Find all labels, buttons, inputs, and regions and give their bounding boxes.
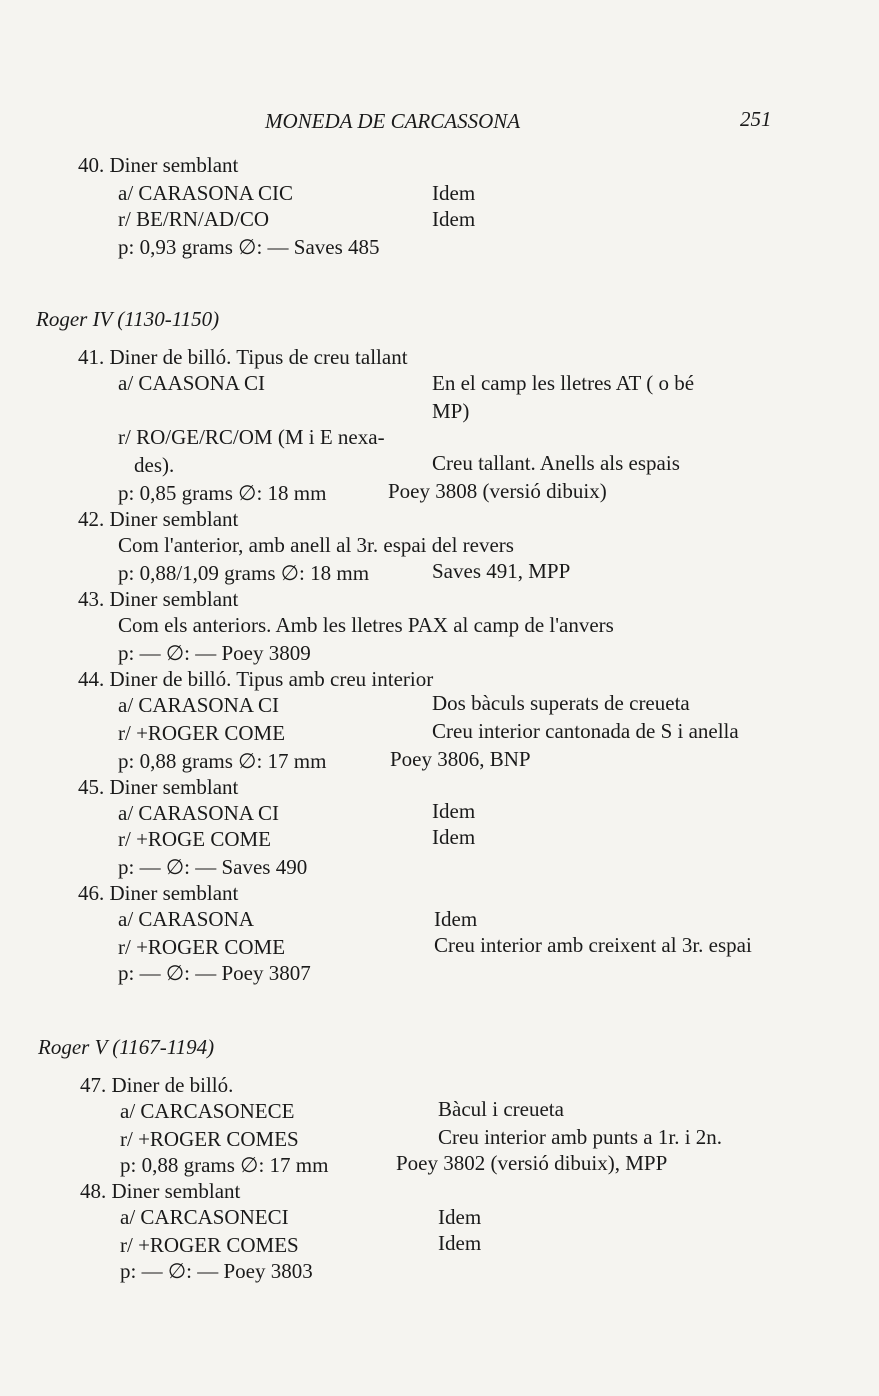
entry-41-obverse-desc-cont: MP): [432, 399, 470, 423]
entry-47-obverse: a/ CARCASONECE: [120, 1099, 295, 1123]
running-header-title: MONEDA DE CARCASSONA: [265, 109, 521, 133]
entry-47-reverse: r/ +ROGER COMES: [120, 1127, 299, 1151]
entry-44-obverse-desc: Dos bàculs superats de creueta: [432, 691, 690, 715]
entry-46-weight: p: — ∅: — Poey 3807: [118, 961, 311, 985]
entry-41-reference: Poey 3808 (versió dibuix): [388, 479, 607, 503]
entry-43-weight: p: — ∅: — Poey 3809: [118, 641, 311, 665]
entry-48-obverse-desc: Idem: [438, 1205, 482, 1229]
entry-45-reverse-desc: Idem: [432, 825, 476, 849]
entry-42-weight: p: 0,88/1,09 grams ∅: 18 mm: [118, 561, 370, 585]
entry-40-weight: p: 0,93 grams ∅: — Saves 485: [118, 235, 380, 259]
entry-48-reverse-desc: Idem: [438, 1231, 482, 1255]
entry-46-obverse-desc: Idem: [434, 907, 478, 931]
entry-41-reverse-desc: Creu tallant. Anells als espais: [432, 451, 680, 475]
entry-44-heading: 44. Diner de billó. Tipus amb creu interior: [78, 667, 434, 691]
entry-44-obverse: a/ CARASONA CI: [118, 693, 280, 717]
entry-47-reverse-desc: Creu interior amb punts a 1r. i 2n.: [438, 1125, 723, 1149]
entry-41-heading: 41. Diner de billó. Tipus de creu tallant: [78, 345, 408, 369]
entry-40-heading: 40. Diner semblant: [78, 153, 239, 177]
entry-41-weight: p: 0,85 grams ∅: 18 mm: [118, 481, 327, 505]
entry-41-reverse: r/ RO/GE/RC/OM (M i E nexa-: [118, 425, 385, 449]
entry-46-reverse-desc: Creu interior amb creixent al 3r. espai: [434, 933, 752, 957]
entry-45-heading: 45. Diner semblant: [78, 775, 239, 799]
entry-48-heading: 48. Diner semblant: [80, 1179, 241, 1203]
entry-44-weight: p: 0,88 grams ∅: 17 mm: [118, 749, 327, 773]
entry-42-reference: Saves 491, MPP: [432, 559, 571, 583]
entry-42-description: Com l'anterior, amb anell al 3r. espai del revers: [118, 533, 514, 557]
entry-44-reverse: r/ +ROGER COME: [118, 721, 286, 745]
entry-45-obverse: a/ CARASONA CI: [118, 801, 280, 825]
entry-41-obverse: a/ CAASONA CI: [118, 371, 266, 395]
entry-41-reverse-cont: des).: [134, 453, 175, 477]
entry-48-obverse: a/ CARCASONECI: [120, 1205, 289, 1229]
entry-44-reference: Poey 3806, BNP: [390, 747, 531, 771]
entry-40-obverse-desc: Idem: [432, 181, 476, 205]
entry-47-heading: 47. Diner de billó.: [80, 1073, 234, 1097]
entry-43-heading: 43. Diner semblant: [78, 587, 239, 611]
entry-40-obverse: a/ CARASONA CIC: [118, 181, 294, 205]
entry-45-reverse: r/ +ROGE COME: [118, 827, 272, 851]
section-title-roger-iv: Roger IV (1130-1150): [36, 307, 220, 331]
entry-40-reverse-desc: Idem: [432, 207, 476, 231]
entry-40-reverse: r/ BE/RN/AD/CO: [118, 207, 270, 231]
entry-46-obverse: a/ CARASONA: [118, 907, 254, 931]
entry-47-weight: p: 0,88 grams ∅: 17 mm: [120, 1153, 329, 1177]
entry-45-weight: p: — ∅: — Saves 490: [118, 855, 308, 879]
entry-47-reference: Poey 3802 (versió dibuix), MPP: [396, 1151, 668, 1175]
entry-41-obverse-desc: En el camp les lletres AT ( o bé: [432, 371, 695, 395]
entry-48-weight: p: — ∅: — Poey 3803: [120, 1259, 313, 1283]
entry-46-heading: 46. Diner semblant: [78, 881, 239, 905]
entry-48-reverse: r/ +ROGER COMES: [120, 1233, 299, 1257]
entry-47-obverse-desc: Bàcul i creueta: [438, 1097, 564, 1121]
entry-43-description: Com els anteriors. Amb les lletres PAX al camp de l'anvers: [118, 613, 614, 637]
entry-46-reverse: r/ +ROGER COME: [118, 935, 286, 959]
entry-42-heading: 42. Diner semblant: [78, 507, 239, 531]
entry-45-obverse-desc: Idem: [432, 799, 476, 823]
entry-44-reverse-desc: Creu interior cantonada de S i anella: [432, 719, 739, 743]
section-title-roger-v: Roger V (1167-1194): [38, 1035, 215, 1059]
page-number: 251: [740, 107, 772, 131]
